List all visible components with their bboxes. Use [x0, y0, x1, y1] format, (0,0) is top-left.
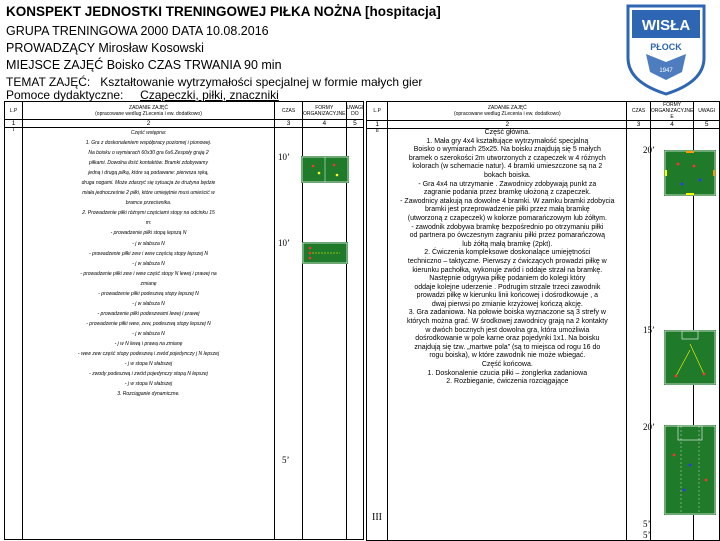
- num-4: 4: [303, 120, 347, 128]
- time-col-left: [275, 128, 303, 540]
- intro-line: - j w słabsza N: [132, 260, 165, 267]
- col-lp-right: L.P: [367, 102, 388, 121]
- intro-content: [23, 128, 275, 540]
- main-line: 1. Doskonalenie czucia piłki – żonglerka zadaniowa: [427, 369, 588, 377]
- main-line: kierunku pachołka, wykonuje zwód i oddaje strzał na bramkę.: [412, 266, 603, 274]
- main-line: 2. Rozbieganie, ćwiczenia rozciągające: [446, 378, 569, 386]
- time-main-1: 20’: [643, 145, 655, 155]
- col-org: FORMY ORGANIZACYJNE: [303, 102, 347, 120]
- num-2: 2: [23, 120, 275, 128]
- diagram-task-game: [664, 425, 716, 515]
- intro-line: Część wstępna:: [130, 130, 167, 136]
- intro-line: - j w N lewą i prawą na zmianę: [114, 340, 183, 347]
- intro-line: jedną i drugą piłką, które są podawane: pierwsza ręką,: [88, 170, 209, 177]
- num-2-right: 2: [388, 121, 627, 129]
- intro-line: - zwody podeszwą i zwód pojedynczy stopą N lepszej: [89, 371, 208, 378]
- logo-year: 1947: [659, 68, 673, 74]
- intro-line: - j w stopa N słabszej: [124, 381, 173, 388]
- main-line: w dwóch bocznych jest dowolna gra, która umożliwia: [425, 326, 590, 334]
- col-notes: UWAGI DO: [346, 102, 364, 120]
- main-line: techniczno – taktyczne. Pierwszy z ćwiczących prowadzi piłkę w: [407, 257, 607, 265]
- main-line: dośrodkowanie w pole karne oraz pojedynki 1x1. Na boisku: [415, 335, 600, 343]
- logo-text-top: WISŁA: [641, 17, 691, 34]
- group-line: GRUPA TRENINGOWA 2000 DATA 10.08.2016: [6, 24, 269, 38]
- intro-line: piłkami. Dowolna ilość kontaktów. Bramki zdobywamy: [89, 160, 208, 167]
- num-3-right: 3: [627, 121, 651, 129]
- part-one: I: [5, 128, 23, 540]
- main-line: bramki jest przeprowadzenie piłki przez małą bramkę: [425, 206, 590, 214]
- intro-line: miała jednocześnie 2 piłki, które umiejętnie musi umieścić w: [82, 190, 215, 197]
- main-line: - Zawodnicy atakują na dowolne 4 bramki. W zamku bramki zdobycia: [400, 197, 615, 205]
- intro-line: - prowadzenie piłki wew, zew, podeszwą stopy lepszej N: [86, 320, 211, 327]
- intro-line: - wew zew część stopy podeszwą i zwód pojedynczy j N lepszej: [77, 351, 220, 358]
- main-line: dwaj pierwsi po zmianie krzyżowej kończą akcję.: [431, 300, 583, 308]
- time-intro-2: 10’: [278, 238, 290, 248]
- intro-line: - j w słabsza N: [132, 240, 165, 247]
- col-org-right: FORMY ORGANIZACYJNE E: [650, 102, 694, 120]
- time-main-3: 20’: [643, 422, 655, 432]
- intro-line: - prowadzenie piłki zew i wew część stopy N lewej i prawej na: [80, 270, 217, 277]
- intro-line: m:: [145, 220, 152, 227]
- main-line: oddaje kolejne uderzenie . Podrugim strzale trzeci zawodnik: [414, 283, 601, 291]
- time-main-2: 15’: [643, 325, 655, 335]
- aids-label: Pomoce dydaktyczne:: [6, 88, 124, 102]
- main-line: - zawodnik zdobywa bramkę bezpośrednio po otrzymaniu piłki: [411, 223, 604, 231]
- time-end-2: 5’: [643, 530, 651, 540]
- aids-text: Czapeczki, piłki, znaczniki: [140, 88, 279, 102]
- col-lp: L.P: [5, 102, 23, 120]
- main-line: od partnera po ówczesnym zagraniu piłki przez pomarańczową: [409, 232, 605, 240]
- intro-line: Na boisku o wymiarach 60x30 gra 6x6.Zespoły grają 2: [88, 150, 209, 157]
- time-intro-1: 10’: [278, 152, 290, 162]
- col-time: CZAS: [275, 102, 303, 120]
- page-title: KONSPEKT JEDNOSTKI TRENINGOWEJ PIŁKA NOŻNA [hospitacja]: [6, 4, 441, 19]
- intro-line: - prowadzenie piłki stopą lepszą N: [110, 230, 187, 237]
- intro-line: bramce przeciwnika.: [125, 200, 172, 207]
- topic-text: Kształtowanie wytrzymałości specjalnej w formie małych gier: [100, 75, 423, 89]
- main-line: których można grać. W środkowej zawodnicy grają na 2 kontakty: [406, 318, 608, 326]
- coach-line: PROWADZĄCY Mirosław Kosowski: [6, 41, 204, 55]
- diagram-4x4-game: [664, 150, 716, 196]
- main-content: [388, 129, 627, 541]
- main-line: (utworzoną z czapeczek) w kolorze pomarańczowym lub żółtym.: [407, 214, 607, 222]
- main-line: prowadzi piłkę w kierunku linii końcowej i dośrodkowuje , a: [416, 292, 598, 300]
- main-line: Następnie odgrywa piłkę podaniem do kolegi który: [429, 275, 586, 283]
- main-line: 3. Gra zadaniowa. Na połowie boiska wyznaczone są 3 strefy w: [408, 309, 606, 317]
- num-3: 3: [275, 120, 303, 128]
- main-line: bokach boiska.: [483, 171, 531, 179]
- intro-line: 2. Prowadzenie piłki różnymi częściami stopy na odcinku 15: [82, 210, 215, 217]
- main-line: Część główna.: [484, 129, 531, 136]
- intro-line: - j w słabsza N: [132, 330, 165, 337]
- part-two: II: [367, 129, 388, 541]
- org-col-left: [303, 128, 347, 540]
- main-line: - Gra 4x4 na utrzymanie . Zawodnicy zdobywają punkt za: [418, 180, 597, 188]
- main-line: rogu boiska), w które zawodnik nie może wbiegać.: [429, 352, 586, 360]
- main-line: zagranie podania przez bramkę ułożoną z czapeczek.: [423, 189, 591, 197]
- part-three: III: [372, 512, 382, 523]
- intro-line: - prowadzenie piłki podeszwą stopy lepszej N: [98, 290, 199, 297]
- aids-line: [6, 88, 279, 102]
- col-content: ZADANIE ZAJĘĆ (opracowane wedlug ZLecenia i ew. dodatkowo): [23, 102, 275, 120]
- time-end-1: 5’: [643, 519, 651, 529]
- place-line: MIEJSCE ZAJĘĆ Boisko CZAS TRWANIA 90 min: [6, 58, 282, 72]
- time-intro-3: 5’: [282, 455, 290, 465]
- col-content-right: ZADANIE ZAJĘĆ (opracowane wedlug ZLecenia i ew. dodatkowo): [388, 102, 627, 121]
- main-line: bramek o szerokości 2m utworzonych z czapeczek w 4 różnych: [408, 154, 606, 162]
- intro-line: - j w słabsza N: [132, 300, 165, 307]
- main-line: Część końcowa.: [481, 361, 533, 369]
- main-line: Boisko o wymiarach 25x25. Na boisku znajdują się 5 małych: [413, 146, 601, 154]
- main-line: 2. Ćwiczenia kompleksowe doskonalące umiejętności: [424, 249, 591, 257]
- col-time-right: CZAS: [627, 102, 651, 121]
- main-line: znajdują się tzw. „martwe pola” (są to miejsca od rogu 16 do: [414, 343, 601, 351]
- intro-line: - prowadzenie piłki zew i wew częścią stopy lepszej N: [89, 250, 208, 257]
- diagram-complex-exercise: [664, 330, 716, 385]
- intro-line: 3. Rozciąganie dynamiczne.: [117, 391, 180, 398]
- diagram-dribbling: [302, 242, 348, 264]
- num-5-right: 5: [694, 121, 720, 129]
- intro-line: - j w stopa N słabszej: [124, 361, 173, 368]
- num-1: 1: [5, 120, 23, 128]
- diagram-small-game: [301, 156, 349, 183]
- main-line: kolorach (w schemacie natur). 4 bramki umieszczone są na 2: [412, 163, 603, 171]
- intro-line: zmianę: [140, 280, 157, 287]
- intro-line: - prowadzenie piłki podeszwami lewej i prawej: [97, 310, 200, 317]
- num-1-right: 1: [367, 121, 388, 129]
- notes-col-left: [346, 128, 364, 540]
- topic-label: TEMAT ZAJĘĆ:: [6, 75, 91, 89]
- num-4-right: 4: [650, 121, 694, 129]
- main-line: lub żółtą małą bramkę (2pkt).: [462, 240, 553, 248]
- topic-line: [6, 75, 422, 89]
- num-5: 5: [346, 120, 364, 128]
- logo-text-mid: PŁOCK: [650, 42, 682, 52]
- col-notes-right: UWAGI: [694, 102, 720, 121]
- intro-line: 1. Gra z doskonaleniem współpracy poziomej i pionowej.: [85, 140, 212, 147]
- main-line: 1. Mała gry 4x4 kształtujące wytrzymałość specjalną: [426, 137, 589, 145]
- club-logo: [618, 2, 714, 96]
- intro-line: druga nogami. Może zdarzyć się sytuacja że drużyna będzie: [81, 180, 216, 187]
